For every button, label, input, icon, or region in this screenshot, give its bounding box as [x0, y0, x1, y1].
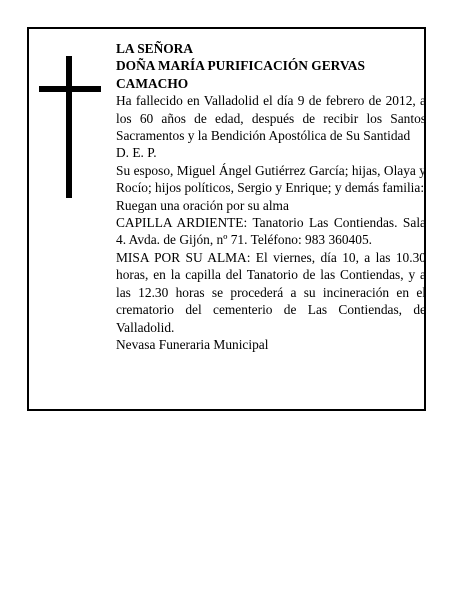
obituary-text — [116, 40, 426, 353]
notice-title: LA SEÑORA — [116, 41, 194, 56]
death-statement: Ha fallecido en Valladolid el día 9 de febrero de 2012, a los 60 años de edad, después de recibir los Santos Sacramentos y la Bendición Apostólica de Su Santidad — [116, 93, 426, 144]
funeral-home: Nevasa Funeraria Municipal — [116, 336, 269, 352]
prayer-request: Ruegan una oración por su alma — [116, 197, 289, 213]
family-list: Su esposo, Miguel Ángel Gutiérrez García; hijas, Olaya y Rocío; hijos políticos, Sergio y Enrique; y demás familia: — [116, 162, 426, 196]
rip-text: D. E. P. — [116, 145, 157, 161]
obituary-notice — [27, 27, 426, 411]
cross-horizontal-bar — [39, 86, 101, 92]
cross-vertical-bar — [66, 56, 72, 198]
chapel-info: CAPILLA ARDIENTE: Tanatorio Las Contiendas. Sala 4. Avda. de Gijón, nº 71. Teléfono: 983 360405. — [116, 215, 426, 248]
mass-info: MISA POR SU ALMA: El viernes, día 10, a las 10.30 horas, en la capilla del Tanatorio de las Contiendas, y a las 12.30 horas se procederá a su incineración en el crematorio del cementerio de Las Contiendas, de Valladolid. — [116, 249, 426, 335]
cross-icon — [39, 56, 101, 198]
deceased-name: DOÑA MARÍA PURIFICACIÓN GERVAS CAMACHO — [116, 58, 365, 91]
